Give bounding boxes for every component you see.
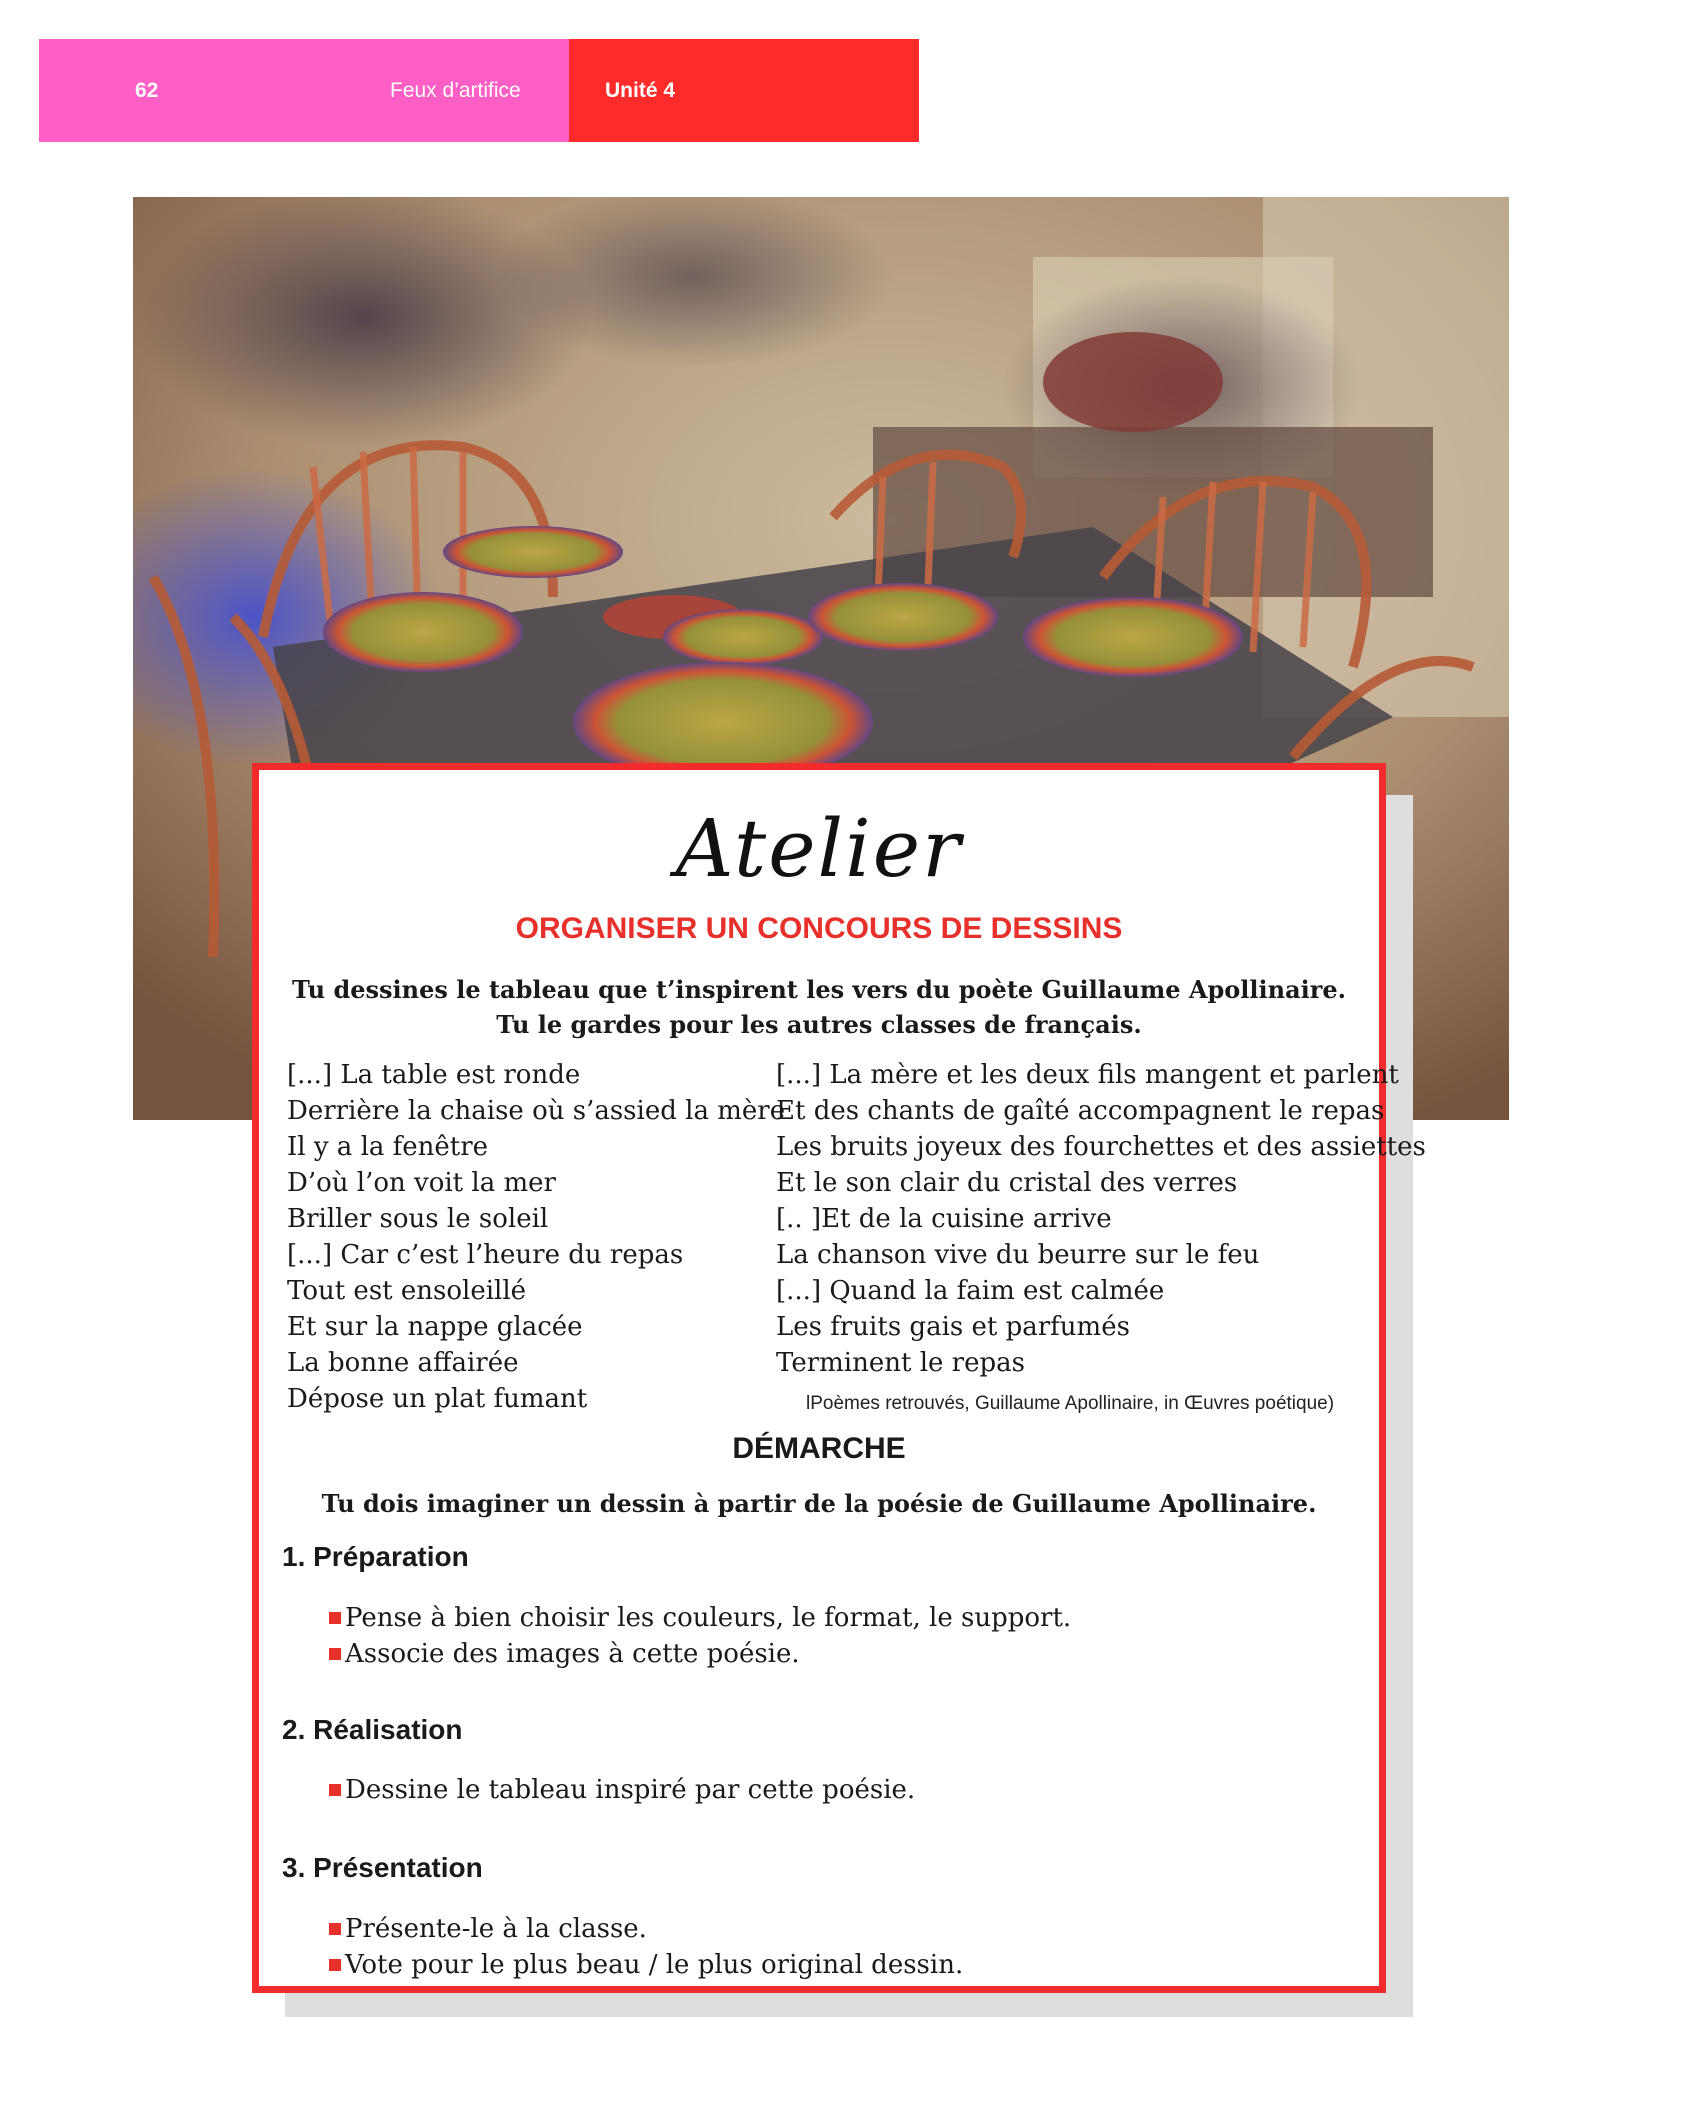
poem-line: La chanson vive du beurre sur le feu [776,1240,1260,1270]
poem-source: lPoèmes retrouvés, Guillaume Apollinaire, in Œuvres poétique) [806,1393,1335,1414]
section-preparation-title: 1. Préparation [282,1541,469,1572]
header-pink-block [39,39,569,142]
book-title: Feux d’artifice [390,78,521,102]
list-item [329,1911,963,1947]
square-bullet-icon [329,1648,341,1660]
square-bullet-icon [329,1612,341,1624]
section-presentation-title: 3. Présentation [282,1852,483,1883]
card-title: Atelier [675,802,963,895]
square-bullet-icon [329,1959,341,1971]
poem-line: [...] Quand la faim est calmée [776,1276,1165,1306]
poem-right-column [776,1057,1426,1381]
list-item-text: Présente-le à la classe. [345,1914,647,1944]
demarche-heading: DÉMARCHE [732,1432,906,1465]
poem-line: Et des chants de gaîté accompagnent le repas [776,1096,1385,1126]
unit-label: Unité 4 [605,78,676,102]
poem-line: Dépose un plat fumant [287,1384,588,1414]
poem-line: La bonne affairée [287,1348,519,1378]
square-bullet-icon [329,1923,341,1935]
section-presentation-list [329,1911,963,1983]
atelier-card [252,763,1426,1993]
intro-line: Tu le gardes pour les autres classes de français. [496,1010,1142,1039]
poem-line: [...] Car c’est l’heure du repas [287,1240,684,1270]
poem-line: Et sur la nappe glacée [287,1312,583,1342]
poem-line: Les fruits gais et parfumés [776,1312,1130,1342]
list-item [329,1772,915,1808]
poem-line: Terminent le repas [776,1348,1025,1378]
header-red-block [569,39,919,142]
section-preparation-list [329,1600,1071,1672]
poem-line: Derrière la chaise où s’assied la mère [287,1096,786,1126]
list-item-text: Vote pour le plus beau / le plus original dessin. [345,1950,964,1980]
poem-line: Et le son clair du cristal des verres [776,1168,1238,1198]
poem-line: [...] La mère et les deux fils mangent et parlent [776,1060,1399,1090]
intro-line: Tu dessines le tableau que t’inspirent les vers du poète Guillaume Apollinaire. [291,975,1347,1004]
page-header [39,39,919,142]
square-bullet-icon [329,1784,341,1796]
list-item-text: Dessine le tableau inspiré par cette poésie. [345,1775,916,1805]
card-subtitle: ORGANISER UN CONCOURS DE DESSINS [515,912,1123,945]
list-item-text: Pense à bien choisir les couleurs, le format, le support. [345,1603,1072,1633]
list-item-text: Associe des images à cette poésie. [345,1639,800,1669]
page-number: 62 [135,78,159,102]
poem-line: Tout est ensoleillé [287,1276,527,1306]
poem-line: [...] La table est ronde [287,1060,581,1090]
list-item [329,1600,1071,1636]
list-item [329,1947,963,1983]
list-item [329,1636,1071,1672]
poem-line: Il y a la fenêtre [287,1132,489,1162]
demarche-intro: Tu dois imaginer un dessin à partir de la poésie de Guillaume Apollinaire. [321,1489,1317,1518]
poem-line: Les bruits joyeux des fourchettes et des assiettes [776,1132,1426,1162]
section-realisation-list [329,1772,915,1808]
poem-line: D’où l’on voit la mer [287,1168,556,1198]
section-realisation-title: 2. Réalisation [282,1714,463,1745]
poem-left-column [287,1057,785,1417]
card-intro [259,972,1379,1042]
poem-line: [.. ]Et de la cuisine arrive [776,1204,1112,1234]
poem-line: Briller sous le soleil [287,1204,549,1234]
